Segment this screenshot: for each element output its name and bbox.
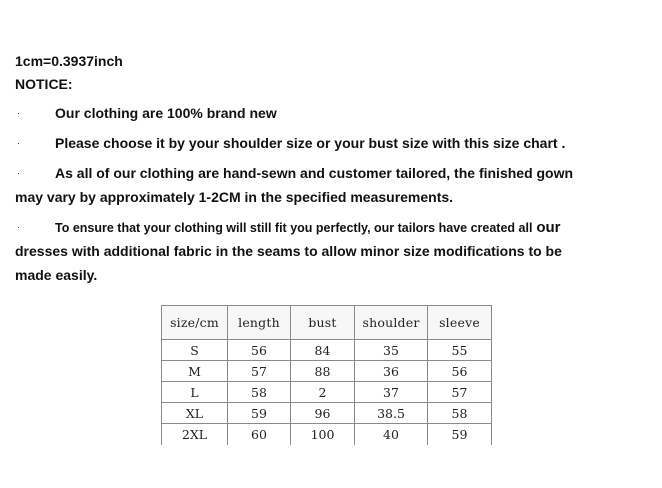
table-cell: S: [162, 340, 228, 361]
table-cell: M: [162, 361, 228, 382]
size-notice: [15, 49, 655, 287]
bullet-icon: ·: [17, 168, 20, 178]
table-cell: 55: [428, 340, 492, 361]
table-cell: 100: [291, 424, 355, 445]
table-row: [162, 424, 492, 445]
table-cell: 40: [355, 424, 428, 445]
table-row: [162, 382, 492, 403]
notice-text-emphasis: our: [536, 219, 561, 236]
column-header-bust: bust: [291, 306, 355, 340]
table-cell: L: [162, 382, 228, 403]
column-header-shoulder: shoulder: [355, 306, 428, 340]
column-header-length: length: [228, 306, 291, 340]
table-cell: 56: [428, 361, 492, 382]
table-cell: 36: [355, 361, 428, 382]
notice-item-hand-sewn: [15, 161, 655, 185]
table-row: [162, 361, 492, 382]
table-cell: 38.5: [355, 403, 428, 424]
table-cell: 37: [355, 382, 428, 403]
table-cell: 59: [228, 403, 291, 424]
table-cell: 57: [428, 382, 492, 403]
table-cell: 57: [228, 361, 291, 382]
unit-conversion: 1cm=0.3937inch: [15, 53, 123, 69]
table-cell: 88: [291, 361, 355, 382]
notice-item-brand-new: [15, 101, 655, 125]
notice-text: Please choose it by your shoulder size or your bust size with this size chart .: [55, 135, 566, 151]
notice-text: To ensure that your clothing will still fit you perfectly, our tailors have created all: [55, 221, 533, 235]
notice-text-continued: made easily.: [15, 267, 98, 283]
column-header-sleeve: sleeve: [428, 306, 492, 340]
table-cell: XL: [162, 403, 228, 424]
table-row: [162, 403, 492, 424]
notice-item-extra-fabric: [15, 215, 655, 239]
notice-item-choose-size: [15, 131, 655, 155]
table-cell: 84: [291, 340, 355, 361]
notice-heading: NOTICE:: [15, 76, 73, 92]
table-header-row: [162, 306, 492, 340]
table-cell: 96: [291, 403, 355, 424]
bullet-icon: ·: [17, 108, 20, 118]
table-cell: 58: [428, 403, 492, 424]
table-cell: 59: [428, 424, 492, 445]
column-header-size: size/cm: [162, 306, 228, 340]
table-cell: 56: [228, 340, 291, 361]
bullet-icon: ·: [17, 222, 20, 232]
table-cell: 35: [355, 340, 428, 361]
table-cell: 2: [291, 382, 355, 403]
notice-text-continued: dresses with additional fabric in the seams to allow minor size modifications to be: [15, 243, 562, 259]
notice-text: As all of our clothing are hand-sewn and customer tailored, the finished gown: [55, 165, 574, 181]
bullet-icon: ·: [17, 138, 20, 148]
notice-text-continued: may vary by approximately 1-2CM in the specified measurements.: [15, 189, 454, 205]
table-row: [162, 340, 492, 361]
size-chart-table: [161, 305, 492, 445]
notice-text: Our clothing are 100% brand new: [55, 105, 277, 121]
table-cell: 2XL: [162, 424, 228, 445]
table-cell: 58: [228, 382, 291, 403]
table-cell: 60: [228, 424, 291, 445]
